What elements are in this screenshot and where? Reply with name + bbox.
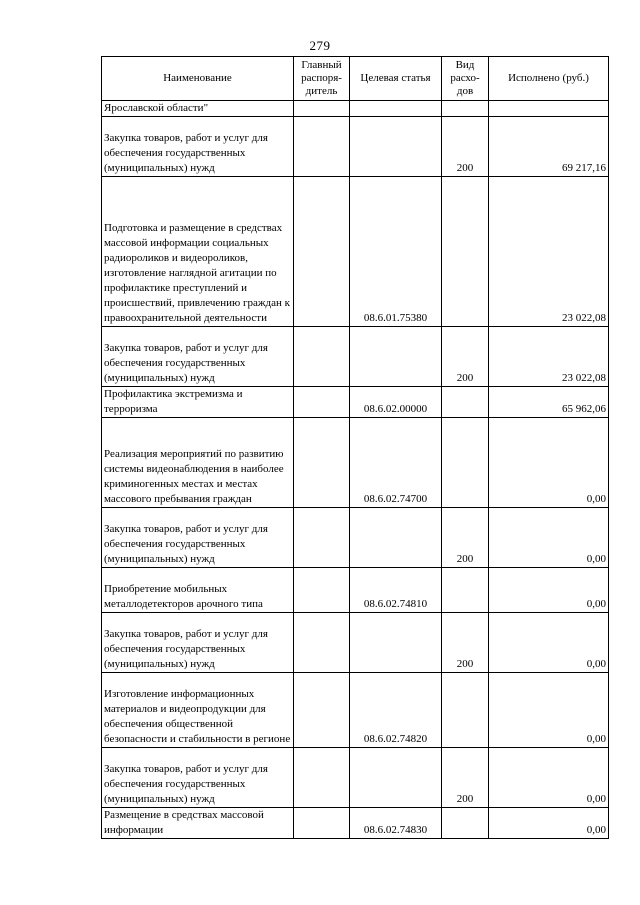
cell-expense-kind: 200 xyxy=(442,748,489,808)
cell-expense-kind: 200 xyxy=(442,613,489,673)
table-row xyxy=(102,808,609,839)
page-number: 279 xyxy=(309,38,331,53)
cell-target-article: 08.6.02.74810 xyxy=(350,568,442,613)
cell-target-article: 08.6.02.74830 xyxy=(350,808,442,839)
cell-expense-kind xyxy=(442,387,489,418)
table-row xyxy=(102,748,609,808)
cell-main-administrator xyxy=(294,508,350,568)
cell-expense-kind xyxy=(442,568,489,613)
cell-expense-kind xyxy=(442,101,489,117)
cell-name: Ярославской области" xyxy=(102,101,294,117)
cell-target-article xyxy=(350,613,442,673)
table-row xyxy=(102,327,609,387)
cell-name: Размещение в средствах массовой информации xyxy=(102,808,294,839)
table-row xyxy=(102,387,609,418)
cell-main-administrator xyxy=(294,613,350,673)
header-name: Наименование xyxy=(102,57,294,101)
table-row xyxy=(102,673,609,748)
cell-main-administrator xyxy=(294,327,350,387)
table-header-row xyxy=(102,57,609,101)
cell-target-article: 08.6.01.75380 xyxy=(350,177,442,327)
cell-name: Изготовление информационных материалов и видеопродукции для обеспечения общественной безопасности и стабильности в регионе xyxy=(102,673,294,748)
table-row xyxy=(102,613,609,673)
table-row xyxy=(102,101,609,117)
cell-executed-amount: 23 022,08 xyxy=(489,177,609,327)
budget-execution-table xyxy=(101,56,609,839)
header-target-article: Целевая статья xyxy=(350,57,442,101)
table-row xyxy=(102,117,609,177)
cell-target-article: 08.6.02.74700 xyxy=(350,418,442,508)
cell-target-article xyxy=(350,117,442,177)
cell-executed-amount: 0,00 xyxy=(489,568,609,613)
cell-name: Приобретение мобильных металлодетекторов арочного типа xyxy=(102,568,294,613)
cell-expense-kind: 200 xyxy=(442,508,489,568)
cell-name: Закупка товаров, работ и услуг для обеспечения государственных (муниципальных) нужд xyxy=(102,613,294,673)
table-row xyxy=(102,418,609,508)
cell-name: Закупка товаров, работ и услуг для обеспечения государственных (муниципальных) нужд xyxy=(102,327,294,387)
cell-target-article xyxy=(350,508,442,568)
cell-executed-amount xyxy=(489,101,609,117)
cell-main-administrator xyxy=(294,568,350,613)
cell-executed-amount: 0,00 xyxy=(489,673,609,748)
cell-target-article: 08.6.02.74820 xyxy=(350,673,442,748)
cell-target-article xyxy=(350,327,442,387)
cell-name: Закупка товаров, работ и услуг для обеспечения государственных (муниципальных) нужд xyxy=(102,748,294,808)
cell-executed-amount: 0,00 xyxy=(489,808,609,839)
cell-main-administrator xyxy=(294,387,350,418)
cell-expense-kind: 200 xyxy=(442,117,489,177)
cell-name: Закупка товаров, работ и услуг для обеспечения государственных (муниципальных) нужд xyxy=(102,117,294,177)
table-body xyxy=(102,101,609,839)
cell-main-administrator xyxy=(294,748,350,808)
header-expense-kind: Вид расхо-дов xyxy=(442,57,489,101)
cell-executed-amount: 0,00 xyxy=(489,508,609,568)
cell-executed-amount: 0,00 xyxy=(489,748,609,808)
cell-expense-kind xyxy=(442,808,489,839)
cell-expense-kind xyxy=(442,418,489,508)
cell-main-administrator xyxy=(294,177,350,327)
cell-target-article xyxy=(350,101,442,117)
table-row xyxy=(102,508,609,568)
cell-executed-amount: 69 217,16 xyxy=(489,117,609,177)
cell-executed-amount: 23 022,08 xyxy=(489,327,609,387)
cell-expense-kind: 200 xyxy=(442,327,489,387)
cell-name: Подготовка и размещение в средствах массовой информации социальных радиороликов и видеороликов, изготовление наглядной агитации по профилактике преступлений и происшествий, привлечению граждан к правоохранительной деятельности xyxy=(102,177,294,327)
table-row xyxy=(102,568,609,613)
cell-expense-kind xyxy=(442,177,489,327)
cell-executed-amount: 0,00 xyxy=(489,613,609,673)
header-main-administrator: Главный распоря-дитель xyxy=(294,57,350,101)
cell-target-article: 08.6.02.00000 xyxy=(350,387,442,418)
cell-expense-kind xyxy=(442,673,489,748)
cell-main-administrator xyxy=(294,808,350,839)
cell-executed-amount: 0,00 xyxy=(489,418,609,508)
cell-executed-amount: 65 962,06 xyxy=(489,387,609,418)
table-row xyxy=(102,177,609,327)
cell-main-administrator xyxy=(294,101,350,117)
cell-main-administrator xyxy=(294,117,350,177)
cell-target-article xyxy=(350,748,442,808)
cell-name: Профилактика экстремизма и терроризма xyxy=(102,387,294,418)
cell-name: Реализация мероприятий по развитию системы видеонаблюдения в наиболее криминогенных местах и местах массового пребывания граждан xyxy=(102,418,294,508)
cell-main-administrator xyxy=(294,673,350,748)
cell-main-administrator xyxy=(294,418,350,508)
cell-name: Закупка товаров, работ и услуг для обеспечения государственных (муниципальных) нужд xyxy=(102,508,294,568)
header-executed-amount: Исполнено (руб.) xyxy=(489,57,609,101)
